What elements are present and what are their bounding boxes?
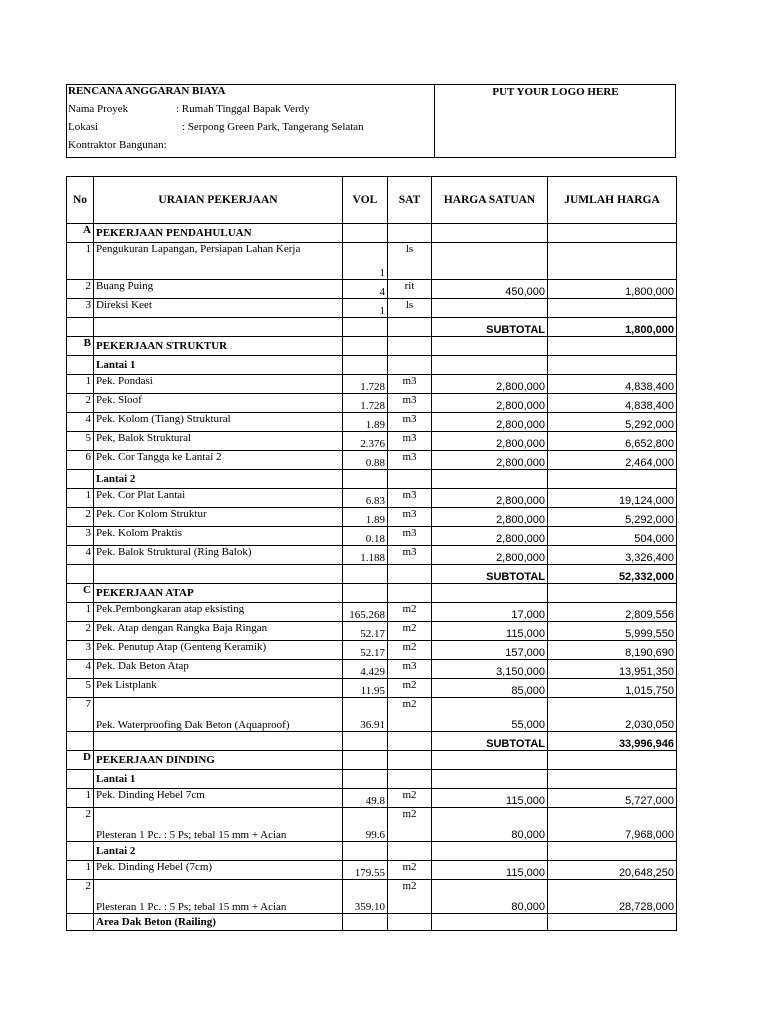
cell-uraian: Pek. Balok Struktural (Ring Balok) [94,546,343,565]
cell-vol [343,751,388,770]
cell-uraian: Pek. Cor Plat Lantai [94,489,343,508]
subtotal-value: 52,332,000 [548,565,677,584]
subsection-row [67,356,677,375]
cell-harga-satuan: 450,000 [432,280,548,299]
cell-jumlah-harga [548,224,677,243]
cell-empty [388,565,432,584]
cell-sat: m2 [388,698,432,732]
cell-uraian: Pek. Cor Tangga ke Lantai 2 [94,451,343,470]
cell-vol: 165.268 [343,603,388,622]
subtotal-label: SUBTOTAL [432,565,548,584]
cell-uraian: Pek, Balok Struktural [94,432,343,451]
col-header-sat: SAT [388,177,432,224]
cell-harga-satuan: 2,800,000 [432,527,548,546]
cell-vol: 179.55 [343,861,388,880]
cell-harga-satuan: 2,800,000 [432,489,548,508]
cell-empty [343,565,388,584]
table-row [67,432,677,451]
cell-uraian: Pek. Atap dengan Rangka Baja Ringan [94,622,343,641]
document-title: RENCANA ANGGARAN BIAYA [68,85,226,97]
cell-jumlah-harga: 5,727,000 [548,789,677,808]
subtotal-label: SUBTOTAL [432,318,548,337]
cell-sat: m3 [388,451,432,470]
table-row [67,861,677,880]
cell-jumlah-harga: 5,292,000 [548,413,677,432]
cell-vol [343,842,388,861]
col-header-uraian: URAIAN PEKERJAAN [94,177,343,224]
cell-harga-satuan: 80,000 [432,880,548,914]
cell-vol: 359.10 [343,880,388,914]
cell-harga-satuan: 157,000 [432,641,548,660]
cell-sat [388,751,432,770]
cell-jumlah-harga: 20,648,250 [548,861,677,880]
cell-sat [388,584,432,603]
section-row [67,584,677,603]
cell-vol: 4.429 [343,660,388,679]
cell-vol: 6.83 [343,489,388,508]
cell-vol [343,914,388,931]
cell-vol: 1.728 [343,375,388,394]
table-row [67,603,677,622]
cell-harga-satuan: 115,000 [432,789,548,808]
cell-no: 5 [67,679,94,698]
cell-harga-satuan: 2,800,000 [432,451,548,470]
cell-sat: m2 [388,880,432,914]
cell-sat: m2 [388,789,432,808]
cell-vol: 1.89 [343,508,388,527]
cell-no: 3 [67,527,94,546]
cell-no: 3 [67,641,94,660]
cell-vol: 1 [343,299,388,318]
cell-sat: ls [388,299,432,318]
project-name-label: Nama Proyek [68,103,129,115]
cell-no: 3 [67,299,94,318]
cell-uraian: Pek. Penutup Atap (Genteng Keramik) [94,641,343,660]
cell-no: 2 [67,394,94,413]
cell-harga-satuan: 2,800,000 [432,413,548,432]
cell-harga-satuan: 3,150,000 [432,660,548,679]
table-row [67,299,677,318]
cell-harga-satuan [432,356,548,375]
logo-placeholder: PUT YOUR LOGO HERE [434,85,676,157]
cell-vol: 1.89 [343,413,388,432]
cell-sat: m2 [388,603,432,622]
cell-jumlah-harga: 2,809,556 [548,603,677,622]
table-row [67,489,677,508]
cell-vol: 1 [343,243,388,280]
cell-vol: 1.188 [343,546,388,565]
cell-sat: m3 [388,413,432,432]
cell-no [67,470,94,489]
cell-no: 2 [67,508,94,527]
cell-no [67,914,94,931]
cell-jumlah-harga: 28,728,000 [548,880,677,914]
cell-harga-satuan: 2,800,000 [432,375,548,394]
cell-no: 7 [67,698,94,732]
subsection-row [67,770,677,789]
contractor-label: Kontraktor Bangunan: [68,139,167,151]
cell-empty [67,318,94,337]
location-line [68,121,364,133]
cell-vol [343,224,388,243]
cell-sat [388,356,432,375]
cell-jumlah-harga: 1,800,000 [548,280,677,299]
cell-sat: m2 [388,861,432,880]
subsection-title: Lantai 2 [94,842,343,861]
cell-harga-satuan [432,842,548,861]
section-title: PEKERJAAN PENDAHULUAN [94,224,343,243]
cell-harga-satuan [432,914,548,931]
cell-uraian: Pek. Waterproofing Dak Beton (Aquaproof) [94,698,343,732]
cell-empty [67,732,94,751]
table-body [67,224,677,931]
section-row [67,337,677,356]
cell-sat: m3 [388,508,432,527]
table-row [67,660,677,679]
table-row [67,451,677,470]
cell-uraian: Pek.Pembongkaran atap eksisting [94,603,343,622]
cell-harga-satuan: 85,000 [432,679,548,698]
cell-vol: 99.6 [343,808,388,842]
project-name-value: : Rumah Tinggal Bapak Verdy [176,103,310,115]
cell-jumlah-harga [548,914,677,931]
cell-vol: 52.17 [343,622,388,641]
cell-jumlah-harga [548,337,677,356]
cell-harga-satuan: 2,800,000 [432,432,548,451]
table-row [67,679,677,698]
cell-harga-satuan: 115,000 [432,861,548,880]
cell-uraian: Pengukuran Lapangan, Persiapan Lahan Kerja [94,243,343,280]
cell-no [67,356,94,375]
contractor-line [68,139,167,151]
cell-harga-satuan [432,299,548,318]
cell-no: 1 [67,375,94,394]
location-value: : Serpong Green Park, Tangerang Selatan [182,121,364,133]
cell-jumlah-harga: 2,464,000 [548,451,677,470]
cell-sat: m3 [388,660,432,679]
col-header-vol: VOL [343,177,388,224]
cell-sat: m2 [388,679,432,698]
cell-uraian: Pek Listplank [94,679,343,698]
cell-uraian: Pek. Sloof [94,394,343,413]
subtotal-row [67,318,677,337]
cell-jumlah-harga: 8,190,690 [548,641,677,660]
subsection-title: Lantai 1 [94,356,343,375]
subsection-title: Lantai 1 [94,770,343,789]
cell-jumlah-harga: 4,838,400 [548,394,677,413]
cell-no: D [67,751,94,770]
cell-vol: 36.91 [343,698,388,732]
cell-no: 1 [67,861,94,880]
cell-no: A [67,224,94,243]
cell-no: B [67,337,94,356]
cell-harga-satuan [432,337,548,356]
cell-empty [343,732,388,751]
location-label: Lokasi [68,121,98,133]
cell-sat: m3 [388,527,432,546]
cell-harga-satuan: 2,800,000 [432,508,548,527]
cell-uraian: Pek. Kolom Praktis [94,527,343,546]
cell-vol: 0.18 [343,527,388,546]
section-title: PEKERJAAN DINDING [94,751,343,770]
subtotal-label: SUBTOTAL [432,732,548,751]
cell-no: 1 [67,243,94,280]
cell-no: 5 [67,432,94,451]
cell-jumlah-harga: 13,951,350 [548,660,677,679]
cell-uraian: Pek. Cor Kolom Struktur [94,508,343,527]
cell-harga-satuan [432,470,548,489]
cell-no: 1 [67,603,94,622]
cell-jumlah-harga: 7,968,000 [548,808,677,842]
col-header-jumlah-harga: JUMLAH HARGA [548,177,677,224]
cell-sat: ls [388,243,432,280]
cell-sat [388,337,432,356]
subsection-title: Lantai 2 [94,470,343,489]
cell-sat [388,914,432,931]
cell-no: C [67,584,94,603]
cell-vol [343,770,388,789]
cell-uraian: Pek. Kolom (Tiang) Struktural [94,413,343,432]
table-row [67,394,677,413]
cell-sat: m3 [388,394,432,413]
section-row [67,224,677,243]
cell-jumlah-harga: 3,326,400 [548,546,677,565]
cell-harga-satuan: 80,000 [432,808,548,842]
cell-no: 4 [67,546,94,565]
cell-jumlah-harga: 2,030,050 [548,698,677,732]
cell-sat [388,224,432,243]
cell-jumlah-harga [548,470,677,489]
subsection-row [67,470,677,489]
cell-sat [388,842,432,861]
budget-table [66,176,677,931]
cell-empty [388,318,432,337]
cell-sat: m2 [388,622,432,641]
cell-empty [94,732,343,751]
subtotal-value: 33,996,946 [548,732,677,751]
cell-jumlah-harga: 5,999,550 [548,622,677,641]
subsection-title: Area Dak Beton (Railing) [94,914,343,931]
table-row [67,622,677,641]
document-title-line [68,85,226,97]
table-row [67,546,677,565]
col-header-harga-satuan: HARGA SATUAN [432,177,548,224]
table-row [67,413,677,432]
cell-harga-satuan: 2,800,000 [432,546,548,565]
cell-harga-satuan: 17,000 [432,603,548,622]
cell-no: 4 [67,660,94,679]
table-row [67,375,677,394]
cell-sat: m3 [388,489,432,508]
table-row [67,243,677,280]
cell-no: 6 [67,451,94,470]
cell-harga-satuan: 2,800,000 [432,394,548,413]
subsection-row [67,914,677,931]
table-row [67,880,677,914]
cell-vol [343,356,388,375]
cell-no [67,842,94,861]
col-header-no: No [67,177,94,224]
cell-uraian: Plesteran 1 Pc. : 5 Ps; tebal 15 mm + Acian [94,808,343,842]
cell-uraian: Pek. Dinding Hebel 7cm [94,789,343,808]
subsection-row [67,842,677,861]
table-row [67,808,677,842]
section-title: PEKERJAAN STRUKTUR [94,337,343,356]
cell-harga-satuan [432,584,548,603]
cell-empty [388,732,432,751]
cell-empty [67,565,94,584]
cell-sat: m2 [388,641,432,660]
cell-sat: m3 [388,432,432,451]
table-row [67,280,677,299]
cell-empty [343,318,388,337]
subtotal-row [67,732,677,751]
cell-jumlah-harga: 19,124,000 [548,489,677,508]
cell-jumlah-harga [548,243,677,280]
table-row [67,508,677,527]
cell-no: 1 [67,789,94,808]
cell-uraian: Plesteran 1 Pc. : 5 Ps; tebal 15 mm + Acian [94,880,343,914]
cell-harga-satuan [432,243,548,280]
cell-harga-satuan [432,751,548,770]
table-row [67,641,677,660]
cell-vol: 52.17 [343,641,388,660]
section-title: PEKERJAAN ATAP [94,584,343,603]
cell-uraian: Direksi Keet [94,299,343,318]
cell-harga-satuan: 115,000 [432,622,548,641]
subtotal-row [67,565,677,584]
cell-jumlah-harga: 1,015,750 [548,679,677,698]
subtotal-value: 1,800,000 [548,318,677,337]
cell-uraian: Pek. Dak Beton Atap [94,660,343,679]
cell-uraian: Buang Puing [94,280,343,299]
section-row [67,751,677,770]
cell-no: 1 [67,489,94,508]
cell-sat: rit [388,280,432,299]
cell-jumlah-harga [548,356,677,375]
table-row [67,527,677,546]
project-name-line [68,103,310,115]
cell-no: 2 [67,280,94,299]
cell-jumlah-harga: 5,292,000 [548,508,677,527]
cell-jumlah-harga: 504,000 [548,527,677,546]
cell-no: 2 [67,622,94,641]
cell-jumlah-harga: 6,652,800 [548,432,677,451]
cell-vol: 49.8 [343,789,388,808]
cell-vol: 0.88 [343,451,388,470]
cell-harga-satuan [432,224,548,243]
cell-jumlah-harga [548,770,677,789]
table-row [67,698,677,732]
cell-vol: 4 [343,280,388,299]
cell-harga-satuan: 55,000 [432,698,548,732]
cell-vol [343,470,388,489]
cell-no: 2 [67,808,94,842]
cell-vol [343,337,388,356]
cell-vol: 2.376 [343,432,388,451]
cell-jumlah-harga [548,842,677,861]
document-header [66,84,676,158]
cell-empty [94,565,343,584]
cell-uraian: Pek. Pondasi [94,375,343,394]
cell-no: 2 [67,880,94,914]
cell-uraian: Pek. Dinding Hebel (7cm) [94,861,343,880]
table-header-row [67,177,677,224]
cell-sat [388,470,432,489]
cell-jumlah-harga [548,584,677,603]
cell-no: 4 [67,413,94,432]
cell-vol: 11.95 [343,679,388,698]
table-row [67,789,677,808]
cell-vol [343,584,388,603]
cell-jumlah-harga: 4,838,400 [548,375,677,394]
cell-sat: m3 [388,546,432,565]
cell-sat [388,770,432,789]
cell-no [67,770,94,789]
cell-empty [94,318,343,337]
cell-jumlah-harga [548,299,677,318]
cell-harga-satuan [432,770,548,789]
cell-sat: m2 [388,808,432,842]
cell-sat: m3 [388,375,432,394]
cell-vol: 1.728 [343,394,388,413]
cell-jumlah-harga [548,751,677,770]
